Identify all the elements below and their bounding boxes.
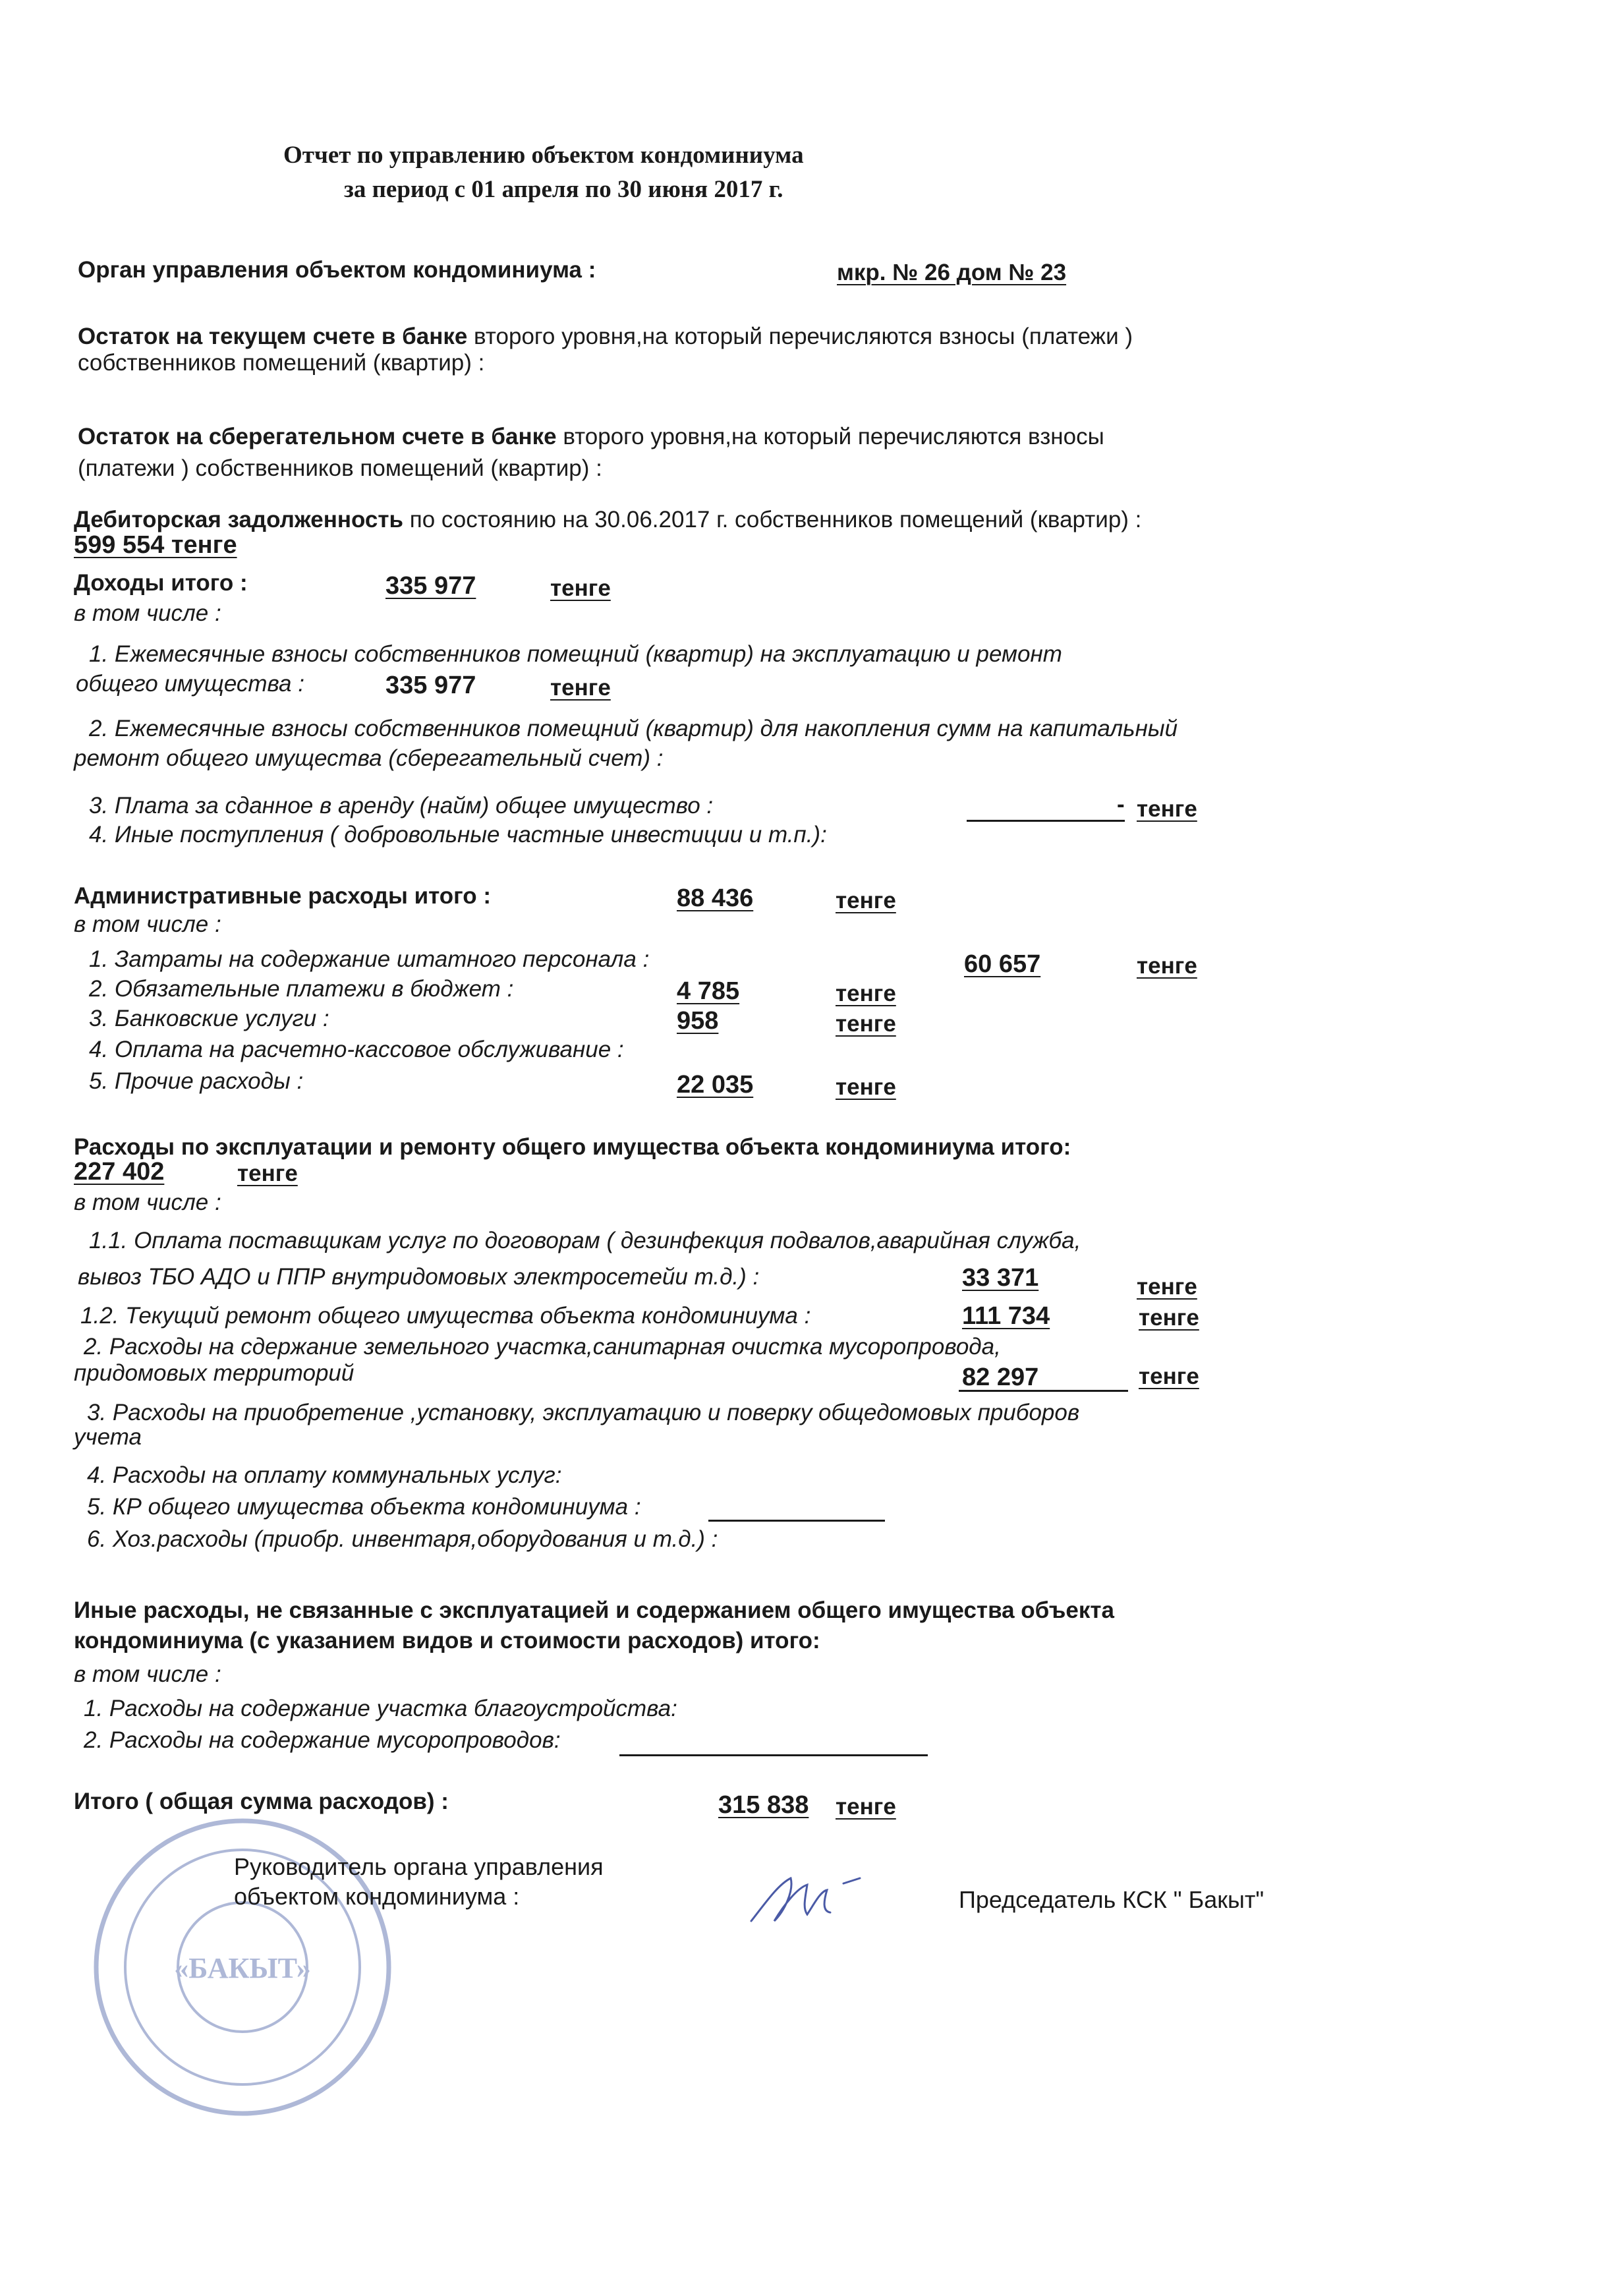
organ-label: Орган управления объектом кондоминиума :	[78, 257, 596, 283]
operation-item2-line1: 2. Расходы на сдержание земельного участка,санитарная очистка мусоропровода,	[84, 1334, 1001, 1360]
income-total: 335 977	[385, 572, 476, 600]
savings-account-line1	[78, 423, 1104, 451]
total-value: 315 838	[718, 1791, 809, 1819]
admin-item-other-value: 22 035	[677, 1071, 754, 1099]
operation-item2-currency: тенге	[1139, 1363, 1199, 1389]
admin-total: 88 436	[677, 884, 754, 912]
operation-incl: в том числе :	[74, 1190, 221, 1215]
income-item3-underline	[967, 820, 1125, 822]
operation-item3-line2: учета	[74, 1424, 142, 1450]
admin-item-other-currency: тенге	[836, 1074, 896, 1100]
operation-item11-currency: тенге	[1137, 1274, 1197, 1300]
operation-item5: 5. КР общего имущества объекта кондоминиума :	[87, 1494, 641, 1520]
admin-item-staff-currency: тенге	[1137, 953, 1197, 979]
receivables-text: по состоянию на 30.06.2017 г. собственников помещений (квартир) :	[403, 507, 1142, 532]
total-label: Итого ( общая сумма расходов) :	[74, 1789, 449, 1814]
admin-incl: в том числе :	[74, 911, 221, 937]
operation-currency: тенге	[237, 1161, 298, 1186]
savings-account-text: второго уровня,на который перечисляются взносы	[556, 424, 1104, 449]
operation-item12-currency: тенге	[1139, 1305, 1199, 1331]
admin-item-cash: 4. Оплата на расчетно-кассовое обслуживание :	[89, 1037, 624, 1062]
other-line1: Иные расходы, не связанные с эксплуатацией и содержанием общего имущества объекта	[74, 1597, 1114, 1623]
other-item2-underline	[619, 1754, 928, 1756]
income-item1-value: 335 977	[385, 672, 476, 699]
total-currency: тенге	[836, 1794, 896, 1820]
receivables-label: Дебиторская задолженность	[74, 507, 404, 532]
signature-title-line2: объектом кондоминиума :	[234, 1883, 520, 1910]
income-item1-currency: тенге	[550, 675, 611, 701]
admin-item-other: 5. Прочие расходы :	[89, 1068, 304, 1094]
operation-item2-value: 82 297	[962, 1363, 1039, 1391]
operation-item12-value: 111 734	[962, 1302, 1050, 1330]
admin-item-bank: 3. Банковские услуги :	[89, 1006, 329, 1031]
admin-item-staff-value: 60 657	[964, 950, 1041, 978]
admin-item-budget: 2. Обязательные платежи в бюджет :	[89, 976, 514, 1002]
savings-account-line2: (платежи ) собственников помещений (квартир) :	[78, 455, 602, 481]
income-item3: 3. Плата за сданное в аренду (найм) общее имущество :	[89, 793, 714, 818]
operation-item2-underline	[959, 1390, 1128, 1392]
admin-label: Административные расходы итого :	[74, 883, 492, 909]
operation-item4: 4. Расходы на оплату коммунальных услуг:	[87, 1462, 562, 1488]
admin-item-staff: 1. Затраты на содержание штатного персонала :	[89, 946, 650, 972]
operation-item2-line2: придомовых территорий	[74, 1360, 355, 1386]
operation-label: Расходы по эксплуатации и ремонту общего имущества объекта кондоминиума итого:	[74, 1134, 1071, 1160]
current-account-label: Остаток на текущем счете в банке	[78, 324, 468, 349]
report-title-line1: Отчет по управлению объектом кондоминиума	[283, 142, 804, 169]
income-item4: 4. Иные поступления ( добровольные частные инвестиции и т.п.):	[89, 822, 827, 847]
handwritten-signature	[745, 1865, 876, 1931]
operation-item6: 6. Хоз.расходы (приобр. инвентаря,оборудования и т.д.) :	[87, 1526, 718, 1552]
signature-title-line1: Руководитель органа управления	[234, 1853, 604, 1880]
operation-item3-line1: 3. Расходы на приобретение ,установку, эксплуатацию и поверку общедомовых приборов	[87, 1400, 1080, 1425]
income-item3-value: -	[1117, 791, 1125, 817]
operation-item12: 1.2. Текущий ремонт общего имущества объекта кондоминиума :	[80, 1303, 811, 1329]
other-line2: кондоминиума (с указанием видов и стоимости расходов) итого:	[74, 1628, 820, 1653]
admin-item-bank-value: 958	[677, 1007, 719, 1035]
receivables-line	[74, 506, 1141, 534]
admin-item-budget-value: 4 785	[677, 977, 740, 1005]
savings-account-label: Остаток на сберегательном счете в банке	[78, 424, 557, 449]
admin-item-budget-currency: тенге	[836, 981, 896, 1006]
admin-item-bank-currency: тенге	[836, 1011, 896, 1037]
current-account-line1	[78, 323, 1133, 351]
receivables-value: 599 554 тенге	[74, 531, 237, 559]
other-incl: в том числе :	[74, 1661, 221, 1687]
admin-currency: тенге	[836, 888, 896, 913]
income-item2-line1: 2. Ежемесячные взносы собственников помещний (квартир) для накопления сумм на капитальный	[89, 716, 1178, 741]
current-account-text: второго уровня,на который перечисляются взносы (платежи )	[467, 324, 1133, 349]
income-currency: тенге	[550, 575, 611, 601]
income-item2-line2: ремонт общего имущества (сберегательный счет) :	[74, 745, 664, 771]
chairman-title: Председатель КСК " Бакыт"	[959, 1886, 1264, 1913]
organ-value: мкр. № 26 дом № 23	[837, 260, 1067, 285]
operation-item11-value: 33 371	[962, 1264, 1039, 1292]
income-incl: в том числе :	[74, 600, 221, 626]
current-account-line2: собственников помещений (квартир) :	[78, 350, 485, 376]
income-item1-line1: 1. Ежемесячные взносы собственников помещний (квартир) на эксплуатацию и ремонт	[89, 641, 1062, 667]
operation-item5-underline	[708, 1520, 885, 1522]
operation-total: 227 402	[74, 1158, 165, 1186]
income-item1-line2: общего имущества :	[76, 671, 304, 697]
operation-item11-line1: 1.1. Оплата поставщикам услуг по договорам ( дезинфекция подвалов,аварийная служба,	[89, 1228, 1081, 1253]
other-item2: 2. Расходы на содержание мусоропроводов:	[84, 1727, 561, 1753]
other-item1: 1. Расходы на содержание участка благоустройства:	[84, 1696, 677, 1721]
operation-item11-line2: вывоз ТБО АДО и ППР внутридомовых электросетейи т.д.) :	[78, 1264, 760, 1290]
income-item3-currency: тенге	[1137, 796, 1197, 822]
report-title-line2: за период с 01 апреля по 30 июня 2017 г.	[344, 176, 783, 203]
income-label: Доходы итого :	[74, 570, 248, 596]
stamp-center-text: «БАКЫТ»	[174, 1952, 311, 1984]
